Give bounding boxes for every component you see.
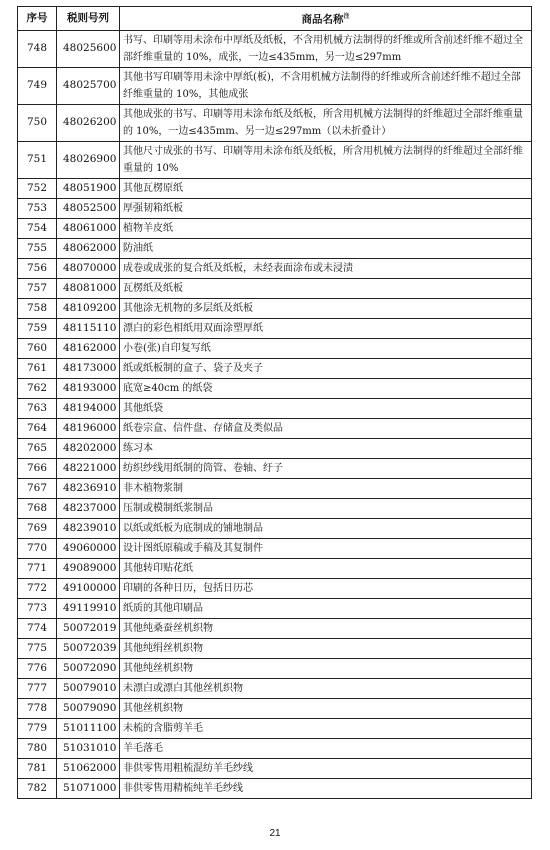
row-index: 766 xyxy=(18,458,57,478)
row-tariff-code: 50079090 xyxy=(57,698,120,718)
row-product-name: 压制或模制纸浆制品 xyxy=(120,498,532,518)
row-tariff-code: 48025600 xyxy=(57,30,120,67)
table-row xyxy=(18,418,532,438)
table-body xyxy=(18,30,532,798)
row-index: 778 xyxy=(18,698,57,718)
row-product-name: 其他纯桑蚕丝机织物 xyxy=(120,618,532,638)
row-product-name: 其他书写印刷等用未涂中厚纸(板)，不含用机械方法制得的纤维或所含前述纤维不超过全部纤维重量的 10%，其他成张 xyxy=(120,67,532,104)
row-index: 768 xyxy=(18,498,57,518)
row-index: 767 xyxy=(18,478,57,498)
row-tariff-code: 51071000 xyxy=(57,778,120,798)
row-product-name: 练习本 xyxy=(120,438,532,458)
table-header-row xyxy=(18,7,532,31)
tariff-table xyxy=(17,6,532,799)
row-index: 752 xyxy=(18,178,57,198)
row-tariff-code: 50072090 xyxy=(57,658,120,678)
table-row xyxy=(18,638,532,658)
row-index: 774 xyxy=(18,618,57,638)
row-index: 749 xyxy=(18,67,57,104)
row-product-name: 其他纸袋 xyxy=(120,398,532,418)
row-index: 762 xyxy=(18,378,57,398)
page-number: 21 xyxy=(269,828,281,839)
row-tariff-code: 48109200 xyxy=(57,298,120,318)
row-index: 775 xyxy=(18,638,57,658)
table-row xyxy=(18,178,532,198)
row-tariff-code: 48062000 xyxy=(57,238,120,258)
header-tariff-code: 税则号列 xyxy=(57,7,120,31)
table-row xyxy=(18,618,532,638)
row-index: 773 xyxy=(18,598,57,618)
row-tariff-code: 49119910 xyxy=(57,598,120,618)
row-index: 756 xyxy=(18,258,57,278)
row-product-name: 未漂白或漂白其他丝机织物 xyxy=(120,678,532,698)
row-index: 772 xyxy=(18,578,57,598)
row-index: 764 xyxy=(18,418,57,438)
table-row xyxy=(18,218,532,238)
row-index: 751 xyxy=(18,141,57,178)
table-row xyxy=(18,498,532,518)
table-row xyxy=(18,298,532,318)
row-tariff-code: 48162000 xyxy=(57,338,120,358)
row-product-name: 设计图纸原稿或手稿及其复制件 xyxy=(120,538,532,558)
table-row xyxy=(18,67,532,104)
row-product-name: 印刷的各种日历，包括日历芯 xyxy=(120,578,532,598)
row-tariff-code: 48025700 xyxy=(57,67,120,104)
row-product-name: 其他瓦楞原纸 xyxy=(120,178,532,198)
row-product-name: 防油纸 xyxy=(120,238,532,258)
row-index: 763 xyxy=(18,398,57,418)
row-tariff-code: 48061000 xyxy=(57,218,120,238)
row-product-name: 非木植物浆制 xyxy=(120,478,532,498)
table-row xyxy=(18,104,532,141)
row-index: 758 xyxy=(18,298,57,318)
row-product-name: 厚强韧箱纸板 xyxy=(120,198,532,218)
table-row xyxy=(18,538,532,558)
row-tariff-code: 49100000 xyxy=(57,578,120,598)
row-product-name: 漂白的彩色相纸用双面涂塑厚纸 xyxy=(120,318,532,338)
row-tariff-code: 48237000 xyxy=(57,498,120,518)
table-row xyxy=(18,338,532,358)
row-tariff-code: 50072039 xyxy=(57,638,120,658)
table-row xyxy=(18,678,532,698)
table-row xyxy=(18,758,532,778)
row-product-name: 未梳的含脂剪羊毛 xyxy=(120,718,532,738)
row-product-name: 其他涂无机物的多层纸及纸板 xyxy=(120,298,532,318)
row-index: 748 xyxy=(18,30,57,67)
row-index: 780 xyxy=(18,738,57,758)
table-row xyxy=(18,658,532,678)
row-product-name: 纸质的其他印刷品 xyxy=(120,598,532,618)
row-index: 782 xyxy=(18,778,57,798)
row-tariff-code: 48194000 xyxy=(57,398,120,418)
row-product-name: 非供零售用精梳纯羊毛纱线 xyxy=(120,778,532,798)
header-product-name xyxy=(120,7,532,31)
row-tariff-code: 49060000 xyxy=(57,538,120,558)
row-tariff-code: 49089000 xyxy=(57,558,120,578)
row-index: 777 xyxy=(18,678,57,698)
table-row xyxy=(18,478,532,498)
table-row xyxy=(18,698,532,718)
row-product-name: 其他纯绢丝机织物 xyxy=(120,638,532,658)
row-product-name: 底宽≥40cm 的纸袋 xyxy=(120,378,532,398)
row-index: 770 xyxy=(18,538,57,558)
row-tariff-code: 51031010 xyxy=(57,738,120,758)
row-product-name: 其他纯丝机织物 xyxy=(120,658,532,678)
table-row xyxy=(18,778,532,798)
row-product-name: 其他成张的书写、印刷等用未涂布纸及纸板，所含用机械方法制得的纤维超过全部纤维重量的 10%，一边≤435mm、另一边≤297mm（以未折叠计） xyxy=(120,104,532,141)
table-row xyxy=(18,198,532,218)
row-product-name: 以纸或纸板为底制成的铺地制品 xyxy=(120,518,532,538)
table-row xyxy=(18,398,532,418)
row-index: 759 xyxy=(18,318,57,338)
header-product-name-label: 商品名称 xyxy=(301,13,344,26)
row-tariff-code: 48202000 xyxy=(57,438,120,458)
row-product-name: 植物羊皮纸 xyxy=(120,218,532,238)
header-index: 序号 xyxy=(18,7,57,31)
row-index: 779 xyxy=(18,718,57,738)
table-row xyxy=(18,278,532,298)
row-product-name: 书写、印刷等用未涂布中厚纸及纸板，不含用机械方法制得的纤维或所含前述纤维不超过全部纤维重量的 10%，成张，一边≤435mm，另一边≤297mm xyxy=(120,30,532,67)
row-product-name: 纸卷宗盒、信件盘、存储盒及类似品 xyxy=(120,418,532,438)
row-index: 753 xyxy=(18,198,57,218)
row-tariff-code: 48196000 xyxy=(57,418,120,438)
row-tariff-code: 48221000 xyxy=(57,458,120,478)
table-row xyxy=(18,141,532,178)
row-index: 781 xyxy=(18,758,57,778)
row-product-name: 其他丝机织物 xyxy=(120,698,532,718)
table-row xyxy=(18,598,532,618)
table-row xyxy=(18,378,532,398)
row-product-name: 成卷或成张的复合纸及纸板，未经表面涂布或未浸渍 xyxy=(120,258,532,278)
row-tariff-code: 48070000 xyxy=(57,258,120,278)
row-product-name: 其他尺寸成张的书写、印刷等用未涂布纸及纸板，所含用机械方法制得的纤维超过全部纤维重量的 10% xyxy=(120,141,532,178)
table-row xyxy=(18,718,532,738)
row-index: 769 xyxy=(18,518,57,538)
header-note-marker: 注 xyxy=(343,13,350,20)
table-row xyxy=(18,238,532,258)
row-tariff-code: 48173000 xyxy=(57,358,120,378)
row-tariff-code: 51011100 xyxy=(57,718,120,738)
row-index: 757 xyxy=(18,278,57,298)
table-row xyxy=(18,30,532,67)
row-tariff-code: 51062000 xyxy=(57,758,120,778)
row-index: 750 xyxy=(18,104,57,141)
row-index: 771 xyxy=(18,558,57,578)
table-row xyxy=(18,258,532,278)
row-tariff-code: 48081000 xyxy=(57,278,120,298)
row-product-name: 羊毛落毛 xyxy=(120,738,532,758)
table-row xyxy=(18,318,532,338)
row-tariff-code: 48115110 xyxy=(57,318,120,338)
row-index: 761 xyxy=(18,358,57,378)
table-row xyxy=(18,738,532,758)
row-tariff-code: 50072019 xyxy=(57,618,120,638)
row-index: 760 xyxy=(18,338,57,358)
table-row xyxy=(18,358,532,378)
row-index: 776 xyxy=(18,658,57,678)
row-tariff-code: 48239010 xyxy=(57,518,120,538)
row-tariff-code: 48236910 xyxy=(57,478,120,498)
row-tariff-code: 48193000 xyxy=(57,378,120,398)
row-index: 754 xyxy=(18,218,57,238)
row-product-name: 纺织纱线用纸制的筒管、卷轴、纡子 xyxy=(120,458,532,478)
row-product-name: 其他转印贴花纸 xyxy=(120,558,532,578)
row-index: 755 xyxy=(18,238,57,258)
table-row xyxy=(18,518,532,538)
table-row xyxy=(18,558,532,578)
row-tariff-code: 48052500 xyxy=(57,198,120,218)
row-tariff-code: 48051900 xyxy=(57,178,120,198)
table-row xyxy=(18,578,532,598)
row-index: 765 xyxy=(18,438,57,458)
row-product-name: 纸或纸板制的盒子、袋子及夹子 xyxy=(120,358,532,378)
table-row xyxy=(18,458,532,478)
row-product-name: 非供零售用粗梳混纺羊毛纱线 xyxy=(120,758,532,778)
row-product-name: 瓦楞纸及纸板 xyxy=(120,278,532,298)
row-product-name: 小卷(张)自印复写纸 xyxy=(120,338,532,358)
row-tariff-code: 48026200 xyxy=(57,104,120,141)
row-tariff-code: 50079010 xyxy=(57,678,120,698)
table-row xyxy=(18,438,532,458)
row-tariff-code: 48026900 xyxy=(57,141,120,178)
